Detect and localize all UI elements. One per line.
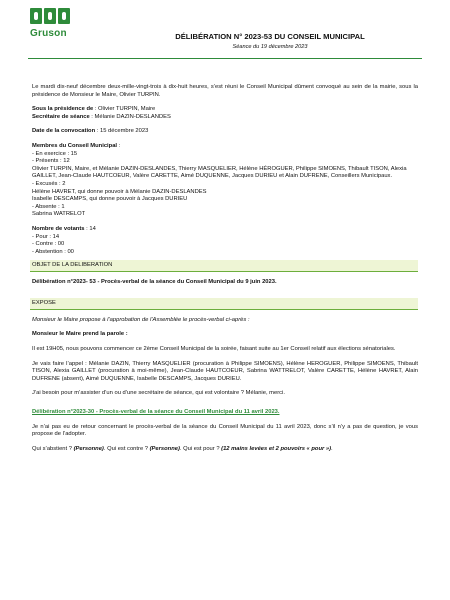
secretaire-line [32, 114, 418, 122]
membres-label: Membres du Conseil Municipal [32, 142, 118, 149]
votants-value: : 14 [84, 225, 96, 232]
logo-icon [30, 8, 70, 24]
membres-line: - En exercice : 15 [32, 150, 78, 157]
vote-contre-answer: (Personne) [149, 445, 180, 452]
document-subtitle: Séance du 19 décembre 2023 [232, 44, 308, 50]
membres-line: - Présents : 12 [32, 158, 70, 165]
logo [30, 8, 70, 39]
expose-paragraph-2: Je vais faire l’appel : Mélanie DAZIN, Thierry MASQUELIER (procuration à Philippe SIMOENS), Hélène HEROGUER, Philippe SIMOENS, Thibault TISON, Alexia GAILLET (procuration à moi-même), Jean-Claude HAUTCOEUR, Sabrina WATTRELOT, Valère CARETTE, Hélène HAVRET, Alain DUFRENE (absent), Aimé DUQUENNE, Isabelle DESCAMPS, Jacques DURIEU. [32, 360, 418, 382]
intro-paragraph: Le mardi dix-neuf décembre deux-mille-vingt-trois à dix-huit heures, s’est réuni le Conseil Municipal dûment convoqué au sein de la mairie, sous la présidence de Monsieur le Maire, Olivier TURPIN. [32, 84, 418, 98]
secretaire-label: Secrétaire de séance [32, 113, 90, 120]
vote-abstention-question: Qui s’abstient ? [32, 445, 74, 452]
expose-intro: Monsieur le Maire propose à l’approbation de l’Assemblée le procès-verbal ci-après : [32, 316, 250, 323]
header-divider [28, 58, 422, 59]
presidence-value: : Olivier TURPIN, Maire [93, 106, 156, 113]
votants-line: - Pour : 14 [32, 233, 60, 240]
deliberation-30-link[interactable]: Délibération n°2023-30 - Procès-verbal de la séance du Conseil Municipal du 11 avril 2023. [32, 409, 280, 416]
vote-abstention-answer: (Personne) [73, 445, 104, 452]
objet-text: Délibération n°2023- 53 - Procès-verbal de la séance du Conseil Municipal du 9 juin 2023. [32, 279, 277, 286]
expose-speaker: Monsieur le Maire prend la parole : [32, 331, 128, 338]
expose-paragraph-3: J’ai besoin pour m’assister d’un ou d’une secrétaire de séance, qui est volontaire ? Mélanie, merci. [32, 390, 285, 397]
logo-text: Gruson [30, 28, 67, 39]
membres-line: - Excusés : 2 [32, 180, 66, 187]
membres-line: - Absente : 1 [32, 203, 65, 210]
votants-label: Nombre de votants [32, 225, 85, 232]
vote-line [32, 446, 418, 454]
expose-section-bar: EXPOSE [30, 298, 418, 310]
document-title: DÉLIBÉRATION N° 2023-53 DU CONSEIL MUNICIPAL [175, 32, 365, 41]
votants-line: - Abstention : 00 [32, 248, 74, 255]
objet-section-bar: OBJET DE LA DELIBERATION [30, 260, 418, 272]
votants-line: - Contre : 00 [32, 241, 65, 248]
presidence-line [32, 106, 418, 114]
deliberation-30-paragraph: Je n’ai pas eu de retour concernant le procès-verbal de la séance du Conseil Municipal du 11 avril 2023, donc s’il n’y a pas de question, je vous propose de l’adopter. [32, 423, 418, 438]
membres-line: Hélène HAVRET, qui donne pouvoir à Mélanie DAZIN-DESLANDES [32, 188, 207, 195]
convocation-label: Date de la convocation [32, 128, 96, 135]
convocation-value: : 15 décembre 2023 [95, 128, 149, 135]
votants-heading [32, 226, 418, 234]
membres-line: Olivier TURPIN, Maire, et Mélanie DAZIN-DESLANDES, Thierry MASQUELIER, Hélène HÉROGUER, Philippe SIMOENS, Thibault TISON, Alexia GAILLET, Jean-Claude HAUTCOEUR, Valère CARETTE, Aimé DUQUENNE, Jacques DURIEU et Alain DUFRENE, Conseillers Municipaux. [32, 165, 407, 180]
vote-pour-answer: (12 mains levées et 2 pouvoirs « pour ») [221, 445, 332, 452]
secretaire-value: : Mélanie DAZIN-DESLANDES [89, 113, 171, 120]
membres-line: Isabelle DESCAMPS, qui donne pouvoir à Jacques DURIEU [32, 196, 188, 203]
expose-paragraph-1: Il est 19H05, nous pouvons commencer ce 2ème Conseil Municipal de la soirée, faisant suite au 1er Conseil relatif aux élections sénatoriales. [32, 346, 396, 353]
membres-heading [32, 143, 418, 151]
convocation-line [32, 128, 418, 136]
membres-line: Sabrina WATRELOT [32, 211, 86, 218]
membres-colon: : [117, 142, 121, 149]
vote-end: . [331, 445, 333, 452]
vote-contre-question: . Qui est contre ? [103, 445, 150, 452]
document-body [32, 84, 418, 453]
presidence-label: Sous la présidence de [32, 106, 94, 113]
vote-pour-question: . Qui est pour ? [179, 445, 222, 452]
